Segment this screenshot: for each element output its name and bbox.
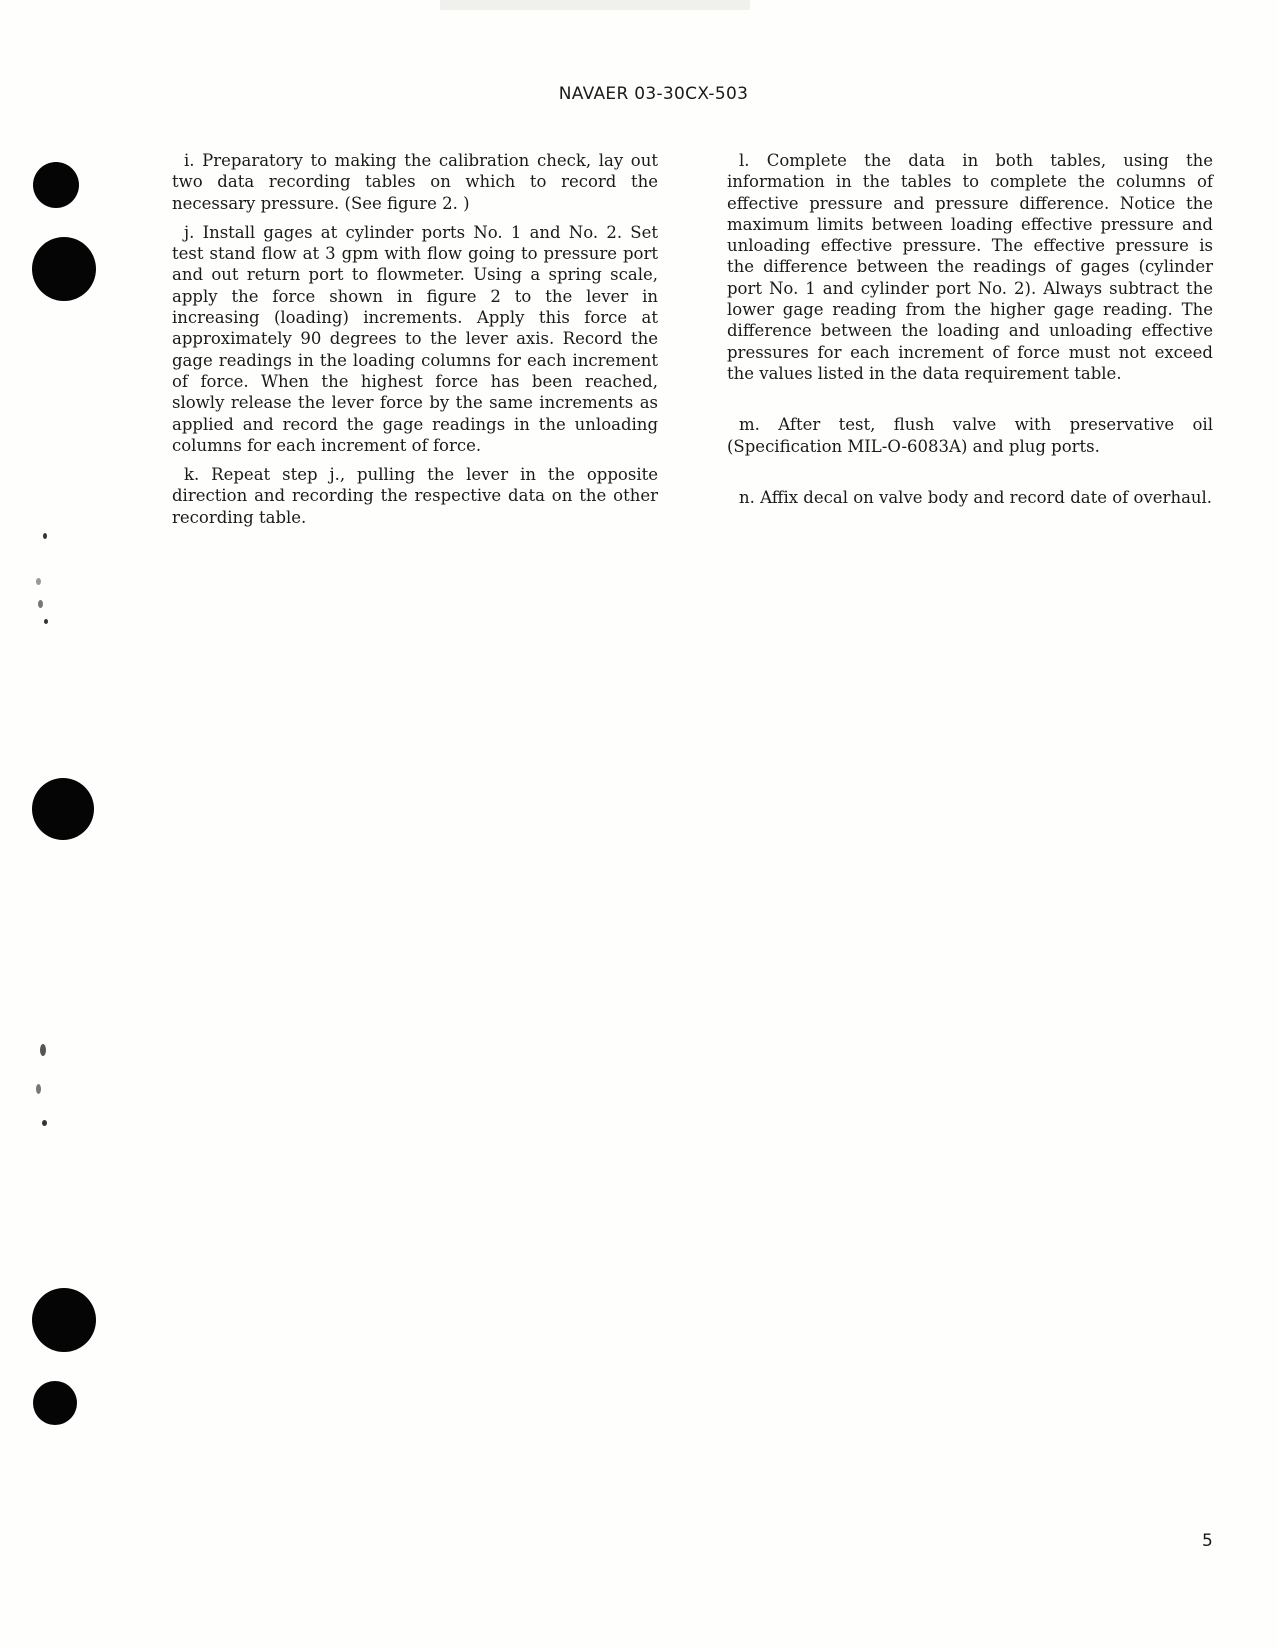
paragraph-j: j. Install gages at cylinder ports No. 1 and No. 2. Set test stand flow at 3 gpm with flow going to pressure port and out return port to flowmeter. Using a spring scale, apply the force shown in figure 2 to the lever in increasing (loading) increments. Apply this force at approximately 90 degrees to the lever axis. Record the gage readings in the loading columns for each increment of force. When the highest force has been reached, slowly release the lever force by the same increments as applied and record the gage readings in the unloading columns for each increment of force.: [172, 222, 658, 455]
paragraph-k: k. Repeat step j., pulling the lever in the opposite direction and recording the respective data on the other recording table.: [172, 465, 658, 527]
page-number: 5: [1202, 1531, 1213, 1551]
binder-hole: [32, 778, 94, 840]
binder-hole: [32, 237, 96, 301]
scan-speck: [36, 1084, 41, 1094]
right-column: [727, 150, 1213, 508]
binder-hole: [33, 1381, 77, 1425]
binder-hole: [33, 162, 79, 208]
binder-hole: [32, 1288, 96, 1352]
scan-speck: [43, 533, 47, 539]
paragraph-l: l. Complete the data in both tables, using the information in the tables to complete the columns of effective pressure and pressure difference. Notice the maximum limits between loading effective pressure and unloading effective pressure. The effective pressure is the difference between the readings of gages (cylinder port No. 1 and cylinder port No. 2). Always subtract the lower gage reading from the higher gage reading. The difference between the loading and unloading effective pressures for each increment of force must not exceed the values listed in the data requirement table.: [727, 151, 1213, 383]
scan-speck: [40, 1044, 46, 1056]
paragraph-n: n. Affix decal on valve body and record date of overhaul.: [739, 487, 1213, 507]
left-column: [172, 150, 658, 528]
scan-speck: [42, 1120, 47, 1126]
document-header: NAVAER 03-30CX-503: [558, 84, 749, 104]
scan-speck: [44, 619, 48, 624]
paragraph-m: m. After test, flush valve with preservative oil (Specification MIL-O-6083A) and plug ports.: [727, 415, 1213, 456]
scan-speck: [38, 600, 43, 608]
scan-edge-artifact: [440, 0, 750, 10]
paragraph-i: i. Preparatory to making the calibration check, lay out two data recording tables on which to record the necessary pressure. (See figure 2. ): [172, 151, 658, 213]
scan-speck: [36, 578, 41, 585]
